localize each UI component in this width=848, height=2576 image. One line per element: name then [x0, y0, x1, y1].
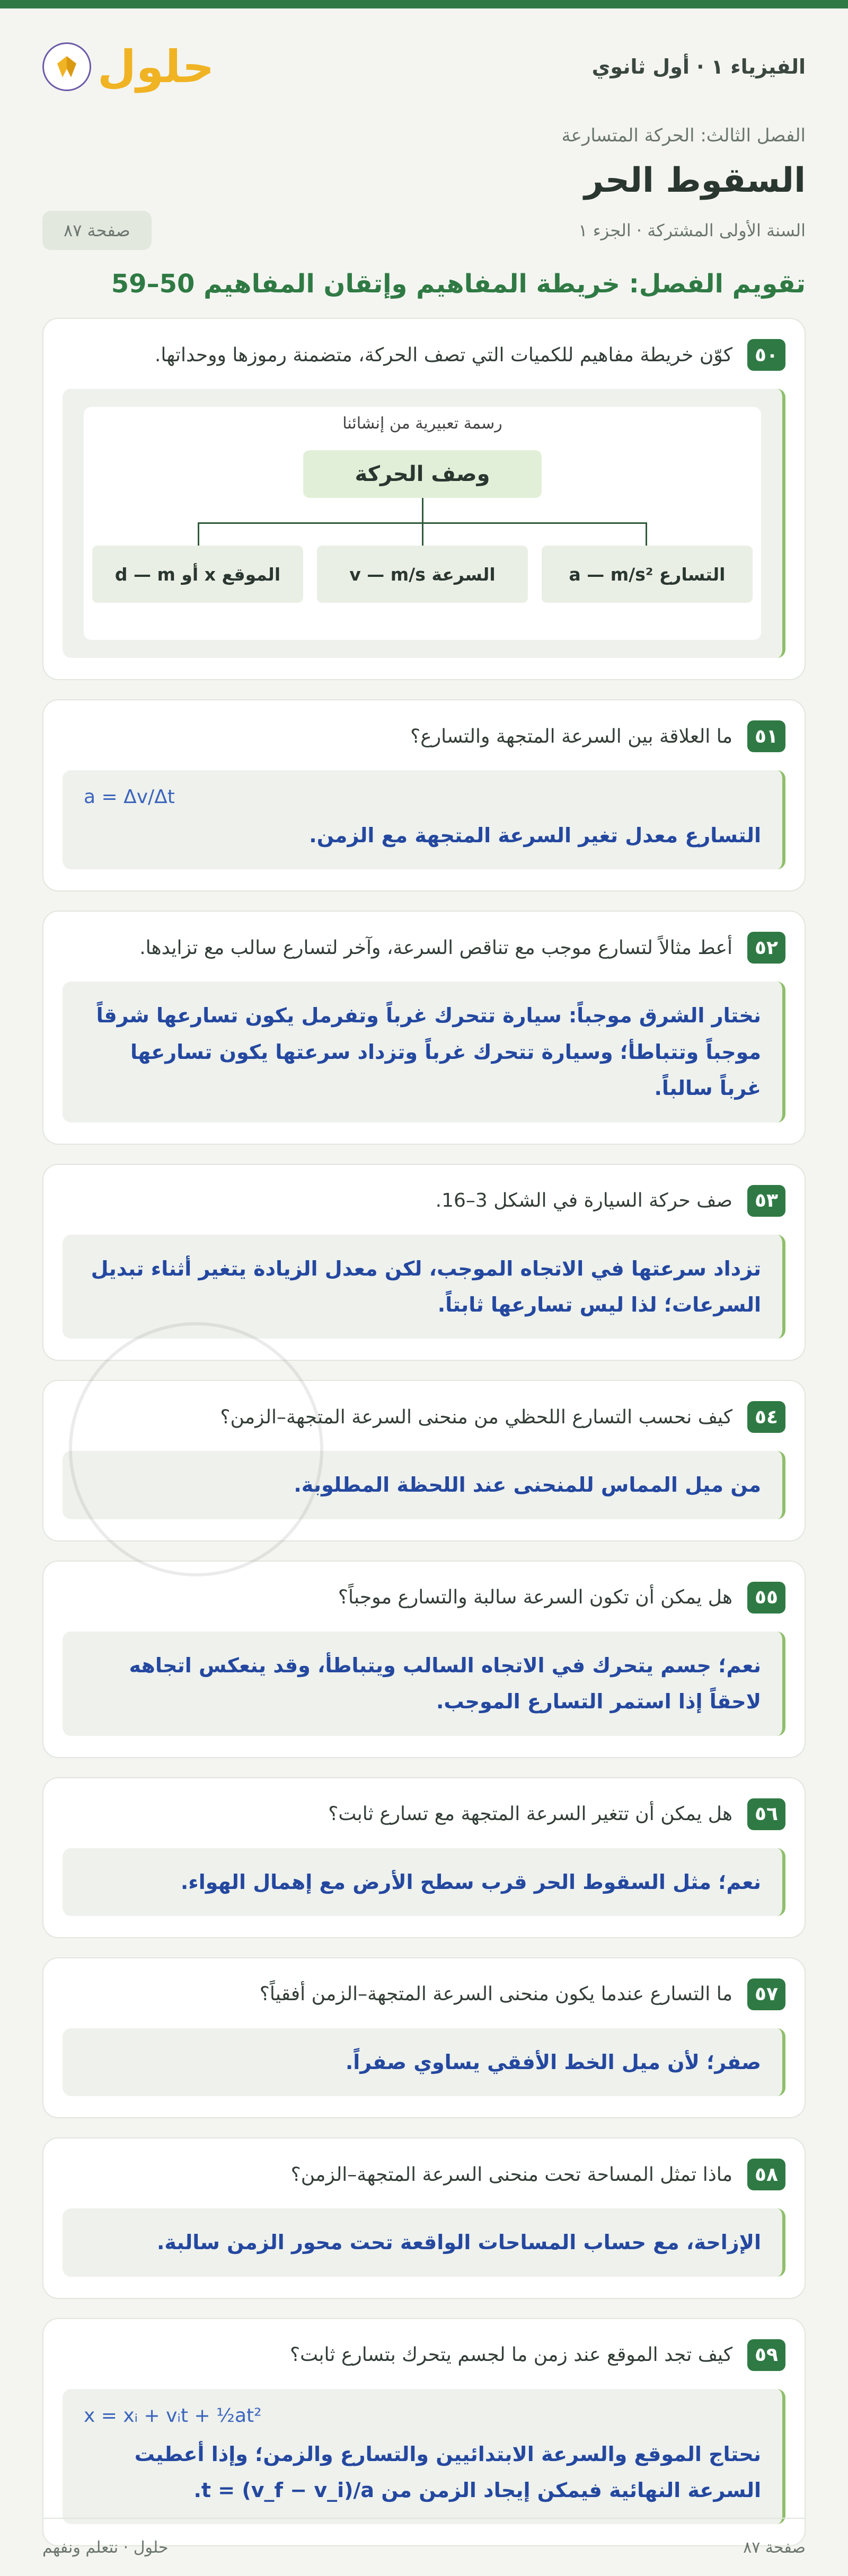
question-text: ما العلاقة بين السرعة المتجهة والتسارع؟ [410, 725, 732, 747]
question-number: ٥٣ [747, 1185, 785, 1217]
question-card-56 [42, 1777, 806, 1938]
question-number: ٥٧ [747, 1978, 785, 2010]
question-text: كيف تجد الموقع عند زمن ما لجسم يتحرك بتسارع ثابت؟ [290, 2344, 732, 2366]
map-connector [422, 498, 423, 522]
question-card-53 [42, 1164, 806, 1361]
answer-formula: a = Δv/Δt [84, 786, 175, 808]
question-text: ماذا تمثل المساحة تحت منحنى السرعة المتجهة–الزمن؟ [290, 2163, 732, 2186]
question-text: كيف نحسب التسارع اللحظي من منحنى السرعة المتجهة–الزمن؟ [220, 1406, 732, 1428]
answer-text: نعم؛ جسم يتحرك في الاتجاه السالب ويتباطأ، وقد ينعكس اتجاهه لاحقاً إذا استمر التسارع الموجب. [129, 1653, 761, 1714]
question-row [63, 1582, 785, 1614]
answer-text: نعم؛ مثل السقوط الحر قرب سطح الأرض مع إهمال الهواء. [180, 1870, 761, 1894]
question-row [63, 1798, 785, 1830]
question-card-59 [42, 2318, 806, 2547]
answer-box [63, 1235, 785, 1339]
question-text: هل يمكن أن تكون السرعة سالبة والتسارع موجباً؟ [338, 1586, 732, 1609]
answer-formula: x = xᵢ + vᵢt + ½at² [84, 2404, 262, 2427]
question-row [63, 1401, 785, 1433]
answer-box [63, 1632, 785, 1736]
question-number: ٥٩ [747, 2339, 785, 2371]
answer-box [63, 2389, 785, 2525]
question-card-57 [42, 1957, 806, 2118]
question-card-54 [42, 1380, 806, 1541]
question-number: ٥٠ [747, 339, 785, 371]
top-accent-bar [0, 0, 848, 8]
question-card-55 [42, 1561, 806, 1758]
page-badge: صفحة ٨٧ [42, 211, 152, 250]
concept-map-leaf-position: الموقع x أو d — m [92, 546, 303, 603]
question-number: ٥٨ [747, 2159, 785, 2190]
logo[interactable] [42, 41, 214, 93]
concept-map-root: وصف الحركة [303, 450, 542, 498]
page-header [42, 8, 806, 125]
concept-map-leaf-velocity: السرعة v — m/s [317, 546, 528, 603]
answer-box [63, 2208, 785, 2276]
question-card-58 [42, 2137, 806, 2298]
question-number: ٥١ [747, 720, 785, 752]
concept-map [84, 407, 761, 640]
question-text: هل يمكن أن تتغير السرعة المتجهة مع تسارع ثابت؟ [328, 1803, 732, 1825]
question-number: ٥٤ [747, 1401, 785, 1433]
footer-brand: حلول · نتعلم ونفهم [42, 2538, 169, 2557]
answer-text: نختار الشرق موجباً: سيارة تتحرك غرباً وتفرمل يكون تسارعها شرقاً موجباً وتتباطأ؛ وسيارة تتحرك غرباً وتزداد سرعتها يكون تسارعها غرباً سالباً. [96, 1004, 761, 1100]
lesson-title: السقوط الحر [584, 161, 806, 200]
logo-book-icon [42, 42, 91, 91]
answer-box [63, 770, 785, 869]
question-text: أعط مثالاً لتسارع موجب مع تناقص السرعة، وآخر لتسارع سالب مع تزايدها. [139, 937, 732, 959]
concept-map-caption: رسمة تعبيرية من إنشائنا [342, 414, 502, 433]
concept-map-box [63, 389, 785, 658]
question-card-52 [42, 911, 806, 1144]
question-text: ما التسارع عندما يكون منحنى السرعة المتجهة–الزمن أفقياً؟ [259, 1983, 732, 2005]
question-number: ٥٢ [747, 932, 785, 964]
section-title: تقويم الفصل: خريطة المفاهيم وإتقان المفاهيم 50–59 [111, 269, 806, 299]
question-card-51 [42, 699, 806, 892]
answer-text: تزداد سرعتها في الاتجاه الموجب، لكن معدل الزيادة يتغير أثناء تبديل السرعات؛ لذا ليس تسارعها ثابتاً. [91, 1256, 761, 1316]
map-connector [198, 522, 199, 546]
map-connector [646, 522, 647, 546]
answer-text: صفر؛ لأن ميل الخط الأفقي يساوي صفراً. [345, 2050, 761, 2074]
concept-map-leaf-acceleration: التسارع a — m/s² [542, 546, 753, 603]
footer-page-number: صفحة ٨٧ [743, 2538, 806, 2557]
answer-text: نحتاج الموقع والسرعة الابتدائيين والتسارع والزمن؛ وإذا أعطيت السرعة النهائية فيمكن إيجاد الزمن من t = (v_f − v_i)/a. [134, 2442, 761, 2502]
question-text: كوّن خريطة مفاهيم للكميات التي تصف الحركة، متضمنة رموزها ووحداتها. [154, 344, 732, 366]
answer-box [63, 982, 785, 1122]
question-row [63, 339, 785, 371]
subject-title: الفيزياء ١ · أول ثانوي [591, 55, 806, 78]
page-footer [42, 2518, 806, 2576]
map-connector [422, 522, 423, 546]
answer-box [63, 2028, 785, 2096]
question-number: ٥٥ [747, 1582, 785, 1614]
meta-row [42, 211, 806, 250]
question-text: صف حركة السيارة في الشكل 3–16. [435, 1190, 732, 1212]
question-row [63, 720, 785, 752]
meta-label: السنة الأولى المشتركة · الجزء ١ [578, 220, 806, 240]
answer-box [63, 1848, 785, 1916]
question-card-50 [42, 318, 806, 680]
question-number: ٥٦ [747, 1798, 785, 1830]
logo-text: حلول [98, 41, 215, 93]
question-row [63, 1978, 785, 2010]
answer-box [63, 1451, 785, 1519]
question-row [63, 2339, 785, 2371]
question-row [63, 2159, 785, 2190]
answer-text: التسارع معدل تغير السرعة المتجهة مع الزمن. [309, 824, 761, 847]
chapter-label: الفصل الثالث: الحركة المتسارعة [561, 125, 806, 146]
page [0, 8, 848, 2576]
answer-text: الإزاحة، مع حساب المساحات الواقعة تحت محور الزمن سالبة. [156, 2231, 761, 2254]
answer-text: من ميل المماس للمنحنى عند اللحظة المطلوبة. [294, 1473, 761, 1497]
question-row [63, 1185, 785, 1217]
question-row [63, 932, 785, 964]
